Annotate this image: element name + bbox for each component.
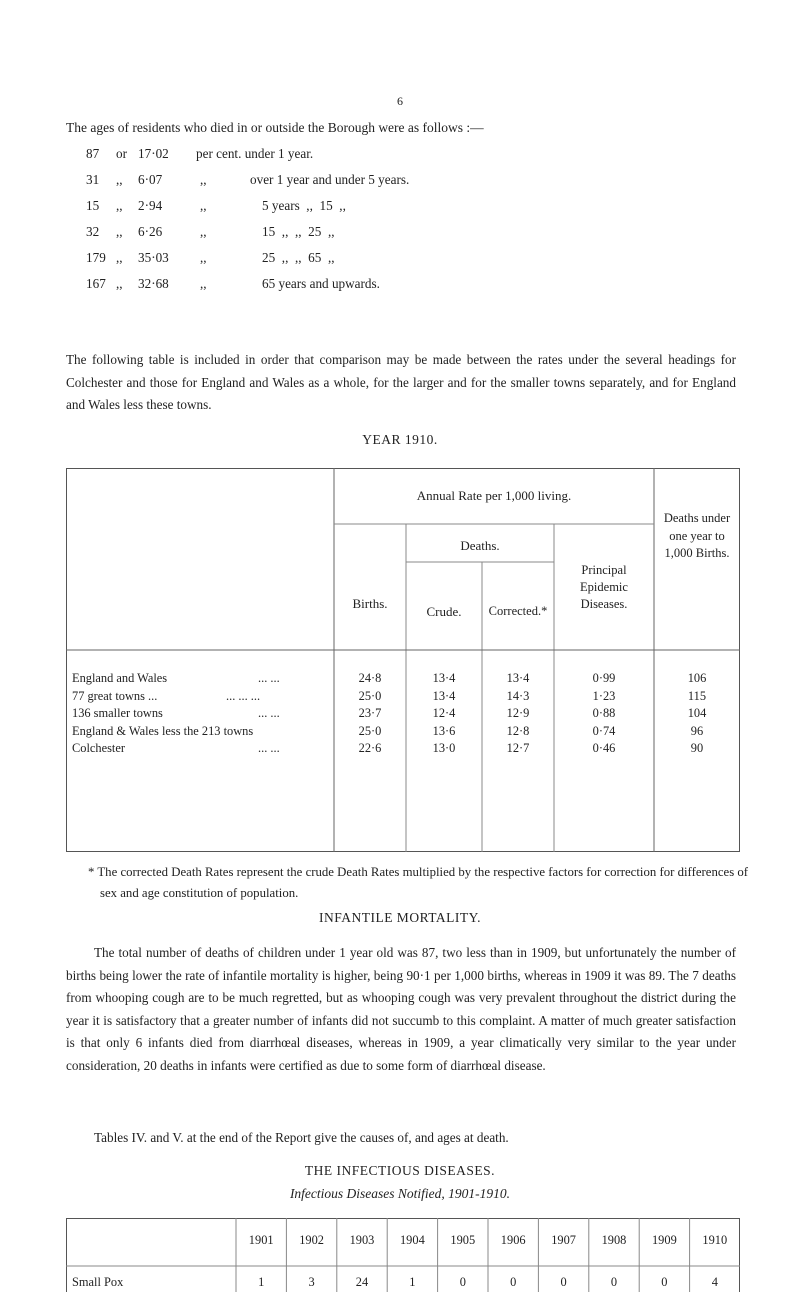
age-row-percent: 6·26 xyxy=(138,224,163,239)
rates-cell-crude: 13·4 xyxy=(432,688,456,703)
infectious-cell: 0 xyxy=(459,1275,466,1289)
year-header: 1907 xyxy=(551,1233,576,1247)
infectious-cell: 4 xyxy=(711,1275,718,1289)
age-row-description: 65 years and upwards. xyxy=(262,276,380,291)
age-row-count: 167 xyxy=(86,276,106,291)
age-row-ditto: ,, xyxy=(200,172,207,187)
rates-cell-infant: 104 xyxy=(687,706,707,720)
age-row-count: 87 xyxy=(86,146,100,161)
infantile-mortality-paragraph: The total number of deaths of children under 1 year old was 87, two less than in 1909, but unfortunately the number of births being lower the rate of infantile mortality is higher, being 90·1 per 1,000 births, whereas in 1909 it was 89. The 7 deaths from whooping cough are to be much regretted, but as whooping cough was very prevalent throughout the district during the year it is satisfactory that a greater number of infants did not succumb to this complaint. A matter of much greater satisfaction is that only 6 infants died from diarrhœal diseases, whereas in 1909, a year climatically very similar to the year under consideration, 20 deaths in infants were certified as due to some form of diarrhœal disease. xyxy=(66,945,736,1073)
age-row-separator: ,, xyxy=(116,198,123,213)
header-deaths: Deaths. xyxy=(460,538,500,553)
leader-dots: ... ... ... xyxy=(226,688,261,703)
comparison-paragraph: The following table is included in order that comparison may be made between the rates under the several headings for Colchester and those for England and Wales as a whole, for the larger and for the smaller towns separately, and for England and Wales less these towns. xyxy=(66,352,736,412)
infectious-cell: 3 xyxy=(308,1275,315,1289)
rates-cell-epidemic: 1·23 xyxy=(592,688,616,703)
age-row-description: 15 ,, ,, 25 ,, xyxy=(262,224,335,239)
year-header: 1901 xyxy=(248,1233,274,1247)
rates-cell-crude: 12·4 xyxy=(432,706,456,720)
age-row-separator: or xyxy=(116,146,127,161)
age-row-separator: ,, xyxy=(116,250,123,265)
rates-cell-crude: 13·0 xyxy=(432,741,456,755)
rates-row-label: 77 great towns ... xyxy=(72,688,158,703)
rates-cell-corrected: 14·3 xyxy=(506,688,530,703)
year-header: 1908 xyxy=(601,1233,627,1247)
leader-dots: ... ... xyxy=(258,706,280,720)
age-row-percent: 17·02 xyxy=(138,146,169,161)
age-row-description: 5 years ,, 15 ,, xyxy=(262,198,346,213)
age-row-percent: 2·94 xyxy=(138,198,163,213)
header-annual-rate: Annual Rate per 1,000 living. xyxy=(416,488,572,503)
year-header: 1906 xyxy=(500,1233,526,1247)
infectious-cell: 0 xyxy=(560,1275,567,1289)
year-title: YEAR 1910. xyxy=(362,432,438,447)
rates-cell-corrected: 13·4 xyxy=(506,671,530,685)
rates-table xyxy=(66,468,740,852)
leader-dots: ... ... xyxy=(258,741,280,755)
age-row-count: 179 xyxy=(86,250,106,265)
infantile-mortality-heading: INFANTILE MORTALITY. xyxy=(318,910,482,925)
age-row-percent: 6·07 xyxy=(138,172,163,187)
rates-row-label: 136 smaller towns xyxy=(72,706,163,720)
age-row-ditto: ,, xyxy=(200,198,207,213)
infectious-diseases-table xyxy=(66,1218,740,1292)
age-row-count: 15 xyxy=(86,198,100,213)
age-row-description: over 1 year and under 5 years. xyxy=(250,172,410,187)
year-header: 1909 xyxy=(651,1233,677,1247)
rates-cell-births: 22·6 xyxy=(358,741,382,755)
rates-cell-births: 25·0 xyxy=(358,688,382,703)
rates-cell-births: 23·7 xyxy=(358,706,382,720)
rates-row-label: England and Wales xyxy=(72,671,168,685)
header-principal-epidemic: Principal Epidemic Diseases. xyxy=(580,563,628,611)
age-row-description: 25 ,, ,, 65 ,, xyxy=(262,250,335,265)
age-row-description: per cent. under 1 year. xyxy=(196,146,314,161)
infectious-cell: 24 xyxy=(355,1275,369,1289)
rates-cell-corrected: 12·9 xyxy=(506,706,530,720)
age-row-ditto: ,, xyxy=(200,276,207,291)
year-header: 1904 xyxy=(399,1233,425,1247)
rates-cell-infant: 106 xyxy=(687,671,707,685)
age-row-ditto: ,, xyxy=(200,250,207,265)
age-row-count: 31 xyxy=(86,172,100,187)
rates-cell-epidemic: 0·74 xyxy=(592,723,616,738)
header-crude: Crude. xyxy=(426,604,462,619)
infectious-cell: 1 xyxy=(258,1275,265,1289)
rates-cell-crude: 13·6 xyxy=(432,723,456,738)
leader-dots: ... ... xyxy=(258,671,280,685)
rates-cell-infant: 115 xyxy=(687,688,707,703)
rates-cell-epidemic: 0·99 xyxy=(592,671,616,685)
age-row-separator: ,, xyxy=(116,224,123,239)
header-infant-deaths: Deaths under one year to 1,000 Births. xyxy=(663,511,731,560)
header-births: Births. xyxy=(352,596,388,611)
rates-cell-crude: 13·4 xyxy=(432,671,456,685)
rates-cell-infant: 96 xyxy=(690,723,704,738)
year-header: 1903 xyxy=(349,1233,375,1247)
infectious-row-label: Small Pox xyxy=(72,1275,124,1289)
infectious-cell: 0 xyxy=(610,1275,618,1289)
rates-row-label: Colchester xyxy=(72,741,125,755)
tables-reference-paragraph: Tables IV. and V. at the end of the Report give the causes of, and ages at death. xyxy=(94,1130,509,1145)
infectious-diseases-subtitle: Infectious Diseases Notified, 1901-1910. xyxy=(289,1186,511,1201)
rates-table-rules xyxy=(66,468,740,852)
age-row-percent: 32·68 xyxy=(138,276,169,291)
rates-cell-epidemic: 0·46 xyxy=(592,741,616,755)
age-row-ditto: ,, xyxy=(200,224,207,239)
header-corrected: Corrected.* xyxy=(488,604,548,618)
age-row-separator: ,, xyxy=(116,276,123,291)
age-row-percent: 35·03 xyxy=(138,250,169,265)
age-row-separator: ,, xyxy=(116,172,123,187)
infectious-cell: 0 xyxy=(661,1275,668,1289)
rates-cell-infant: 90 xyxy=(690,741,704,755)
infectious-cell: 0 xyxy=(510,1275,517,1289)
rates-cell-corrected: 12·7 xyxy=(506,741,530,755)
year-header: 1902 xyxy=(299,1233,324,1247)
year-header: 1905 xyxy=(450,1233,476,1247)
rates-cell-births: 25·0 xyxy=(358,723,382,738)
rates-row-label: England & Wales less the 213 towns xyxy=(72,723,254,738)
age-row-count: 32 xyxy=(86,224,100,239)
rates-cell-births: 24·8 xyxy=(358,671,382,685)
rates-cell-epidemic: 0·88 xyxy=(592,706,616,720)
infectious-diseases-heading: THE INFECTIOUS DISEASES. xyxy=(304,1163,496,1178)
corrected-rates-footnote: * The corrected Death Rates represent the crude Death Rates multiplied by the respective factors for correction for differences of sex and age constitution of population. xyxy=(88,865,749,900)
ages-intro: The ages of residents who died in or outside the Borough were as follows :— xyxy=(66,120,484,135)
page-number: 6 xyxy=(397,94,403,108)
infectious-cell: 1 xyxy=(409,1275,416,1289)
year-header: 1910 xyxy=(702,1233,728,1247)
rates-cell-corrected: 12·8 xyxy=(506,723,530,738)
